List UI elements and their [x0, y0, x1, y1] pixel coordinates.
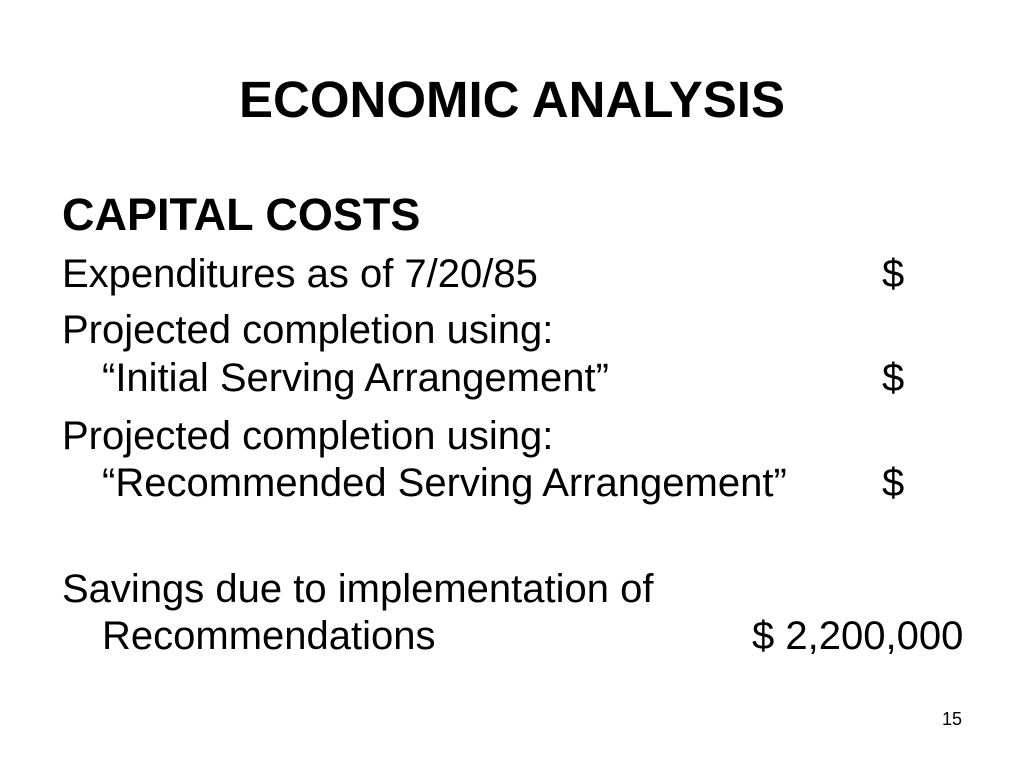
savings-label: Savings due to implementation of: [62, 567, 654, 611]
initial-arrangement-label: Projected completion using:: [62, 308, 554, 352]
recommended-arrangement-sublabel: “Recommended Serving Arrangement”: [102, 461, 787, 505]
expenditures-label: Expenditures as of 7/20/85: [62, 252, 538, 296]
savings-value: $ 2,200,000: [752, 614, 964, 658]
initial-arrangement-sublabel: “Initial Serving Arrangement”: [102, 356, 609, 400]
slide-title: ECONOMIC ANALYSIS: [239, 71, 785, 128]
expenditures-value: $: [882, 252, 905, 296]
page-number: 15: [941, 709, 962, 729]
section-heading: CAPITAL COSTS: [62, 189, 421, 240]
savings-sublabel: Recommendations: [102, 614, 436, 658]
initial-arrangement-value: $: [882, 356, 905, 400]
recommended-arrangement-label: Projected completion using:: [62, 414, 554, 458]
recommended-arrangement-value: $: [882, 461, 905, 505]
